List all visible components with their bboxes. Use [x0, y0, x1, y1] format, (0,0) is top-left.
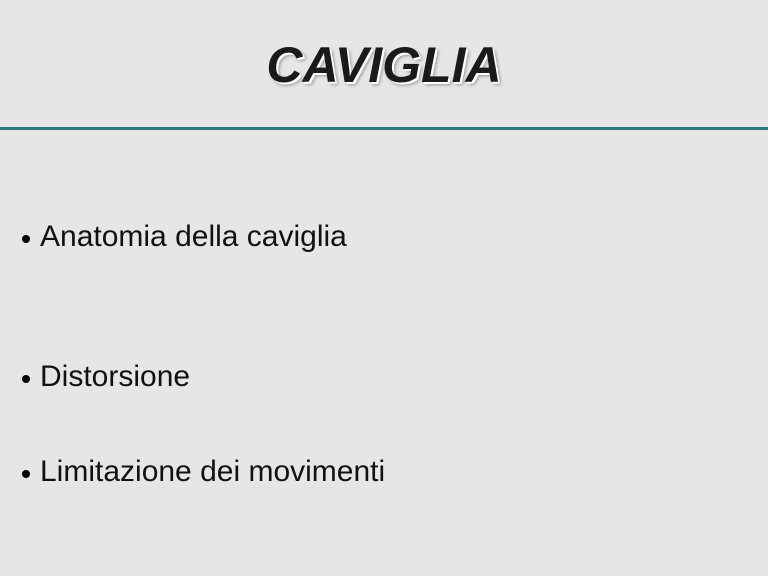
bullet-item-anatomia — [22, 217, 347, 257]
bullet-dot-icon — [22, 375, 30, 383]
bullet-text: Distorsione — [40, 360, 191, 393]
bullet-text: Limitazione dei movimenti — [40, 455, 386, 488]
bullet-item-limitazione — [22, 452, 385, 492]
bullet-text: Anatomia della caviglia — [40, 220, 347, 253]
title-divider — [0, 127, 768, 130]
bullet-dot-icon — [22, 235, 30, 243]
bullet-dot-icon — [22, 470, 30, 478]
slide-title: CAVIGLIA — [266, 37, 502, 93]
bullet-item-distorsione — [22, 357, 190, 397]
